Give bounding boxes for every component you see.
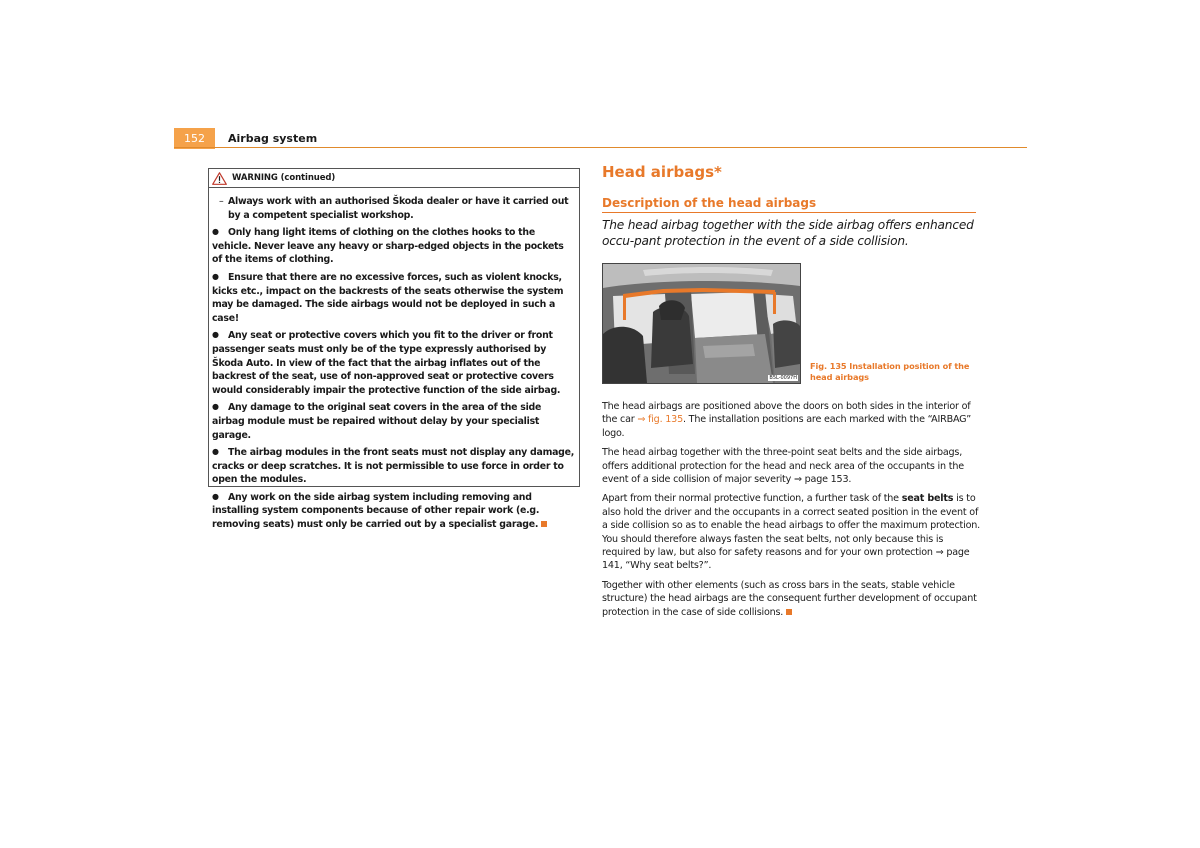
- bullet-icon: ●: [212, 227, 219, 237]
- warning-triangle-icon: [212, 172, 227, 185]
- warning-bullet-item: ● Ensure that there are no excessive forces, such as violent knocks, kicks etc., impact on the backrests of the seats otherwise the system may be damaged. The side airbags would not be deployed in such a case!: [212, 271, 564, 324]
- warning-body: [209, 188, 579, 532]
- car-interior-illustration: [603, 264, 800, 383]
- figure-caption: Fig. 135 Installation position of the head airbags: [810, 361, 970, 382]
- bullet-icon: ●: [212, 330, 219, 340]
- paragraph: Together with other elements (such as cross bars in the seats, stable vehicle structure) the head airbags are the consequent further development of occupant protection in the case of side collisions.: [602, 579, 977, 618]
- page-number: 152: [174, 128, 215, 149]
- warning-dash-item: – Always work with an authorised Škoda dealer or have it carried out by a competent specialist workshop.: [219, 196, 569, 221]
- paragraph: The head airbag together with the three-point seat belts and the side airbags, offers additional protection for the head and neck area of the occupants in the event of a side collision of major severity ⇒ page 153.: [602, 447, 964, 486]
- warning-bullet-item: ● The airbag modules in the front seats must not display any damage, cracks or deep scratches. It is not permissible to use force in order to open the modules.: [212, 447, 575, 486]
- paragraph: Apart from their normal protective function, a further task of the seat belts is to also hold the driver and the occupants in a correct seated position in the event of a side collision so as to enable the head airbags to offer the maximum protection. You should therefore always fasten the seat belts, not only because this is required by law, but also for safety reasons and for your own protection ⇒ page 141, “Why seat belts?”.: [602, 493, 980, 572]
- section-title: Head airbags*: [602, 163, 722, 181]
- figure-head-airbags: [602, 263, 801, 384]
- warning-bullet-item: ● Only hang light items of clothing on the clothes hooks to the vehicle. Never leave any heavy or sharp-edged objects in the pockets of the items of clothing.: [212, 227, 564, 266]
- warning-bullet-item: ● Any work on the side airbag system including removing and installing system components because of other repair work (e.g. removing seats) must only be carried out by a specialist garage.: [212, 490, 576, 532]
- subsection-divider: [602, 212, 976, 213]
- warning-title: WARNING (continued): [232, 173, 336, 183]
- warning-header: [209, 169, 579, 188]
- figure-reference-link[interactable]: ⇒ fig. 135: [637, 414, 683, 426]
- chapter-title: Airbag system: [228, 132, 318, 145]
- warning-bullet-item: ● Any damage to the original seat covers in the area of the side airbag module must be repaired without delay by your specialist garage.: [212, 402, 542, 441]
- warning-bullet-item: ● Any seat or protective covers which you fit to the driver or front passenger seats must only be of the type expressly authorised by Škoda Auto. In view of the fact that the airbag inflates out of the backrest of the seat, use of non-approved seat or protective covers would considerably impair the protective function of the side airbag.: [212, 330, 561, 396]
- section-end-icon: [786, 609, 792, 615]
- warning-box: [208, 168, 580, 531]
- bullet-icon: ●: [212, 402, 219, 412]
- header-divider: [174, 147, 1027, 148]
- bullet-icon: ●: [212, 447, 219, 457]
- subsection-title: Description of the head airbags: [602, 196, 817, 210]
- intro-text: The head airbag together with the side airbag offers enhanced occu-pant protection in the event of a side collision.: [602, 218, 974, 248]
- figure-code: B5L-0097H: [769, 375, 797, 381]
- bullet-icon: ●: [212, 271, 219, 281]
- paragraph: The head airbags are positioned above the doors on both sides in the interior of the car ⇒ fig. 135. The installation positions are each marked with the “AIRBAG” logo.: [602, 401, 971, 439]
- body-text: [602, 400, 980, 625]
- bullet-icon: ●: [212, 491, 219, 501]
- section-end-icon: [541, 521, 547, 527]
